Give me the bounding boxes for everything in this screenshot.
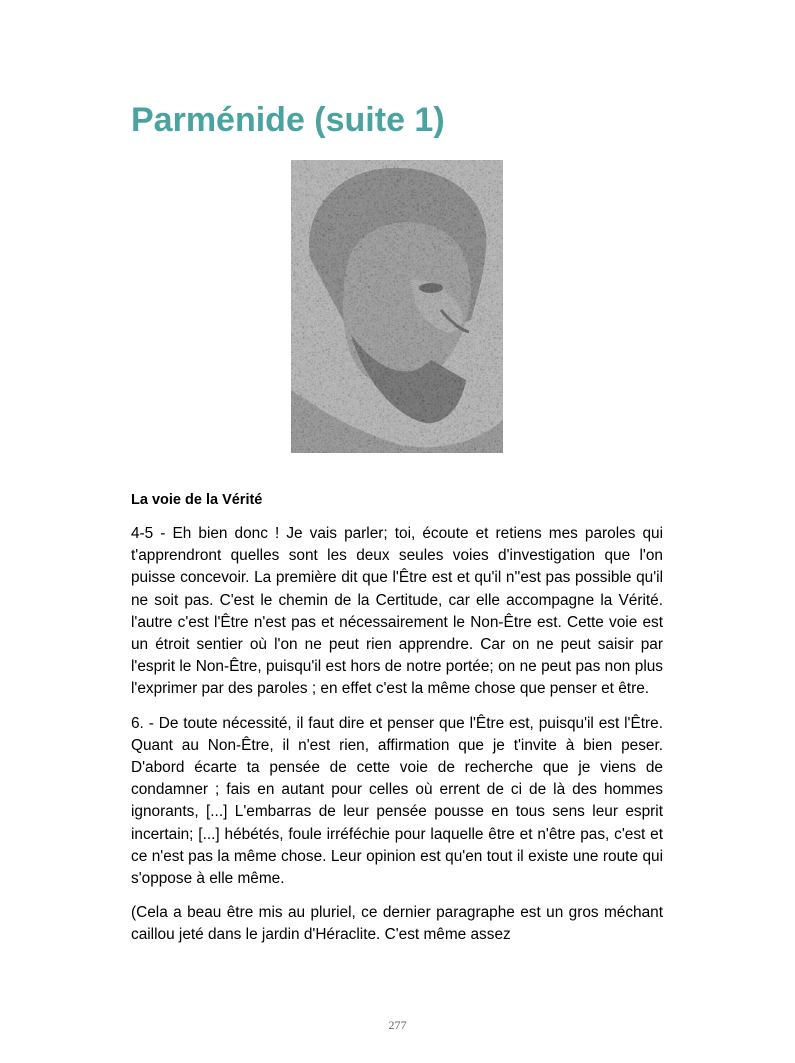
page-title: Parménide (suite 1) — [131, 101, 445, 139]
page-number: 277 — [388, 1018, 407, 1032]
body-text — [131, 523, 663, 959]
paragraph: (Cela a beau être mis au pluriel, ce dernier paragraphe est un gros méchant caillou jeté dans le jardin d'Héraclite. C'est même assez — [131, 904, 663, 944]
section-heading: La voie de la Vérité — [131, 492, 263, 508]
paragraph: 4-5 - Eh bien donc ! Je vais parler; toi, écoute et retiens mes paroles qui t'apprendront quelles sont les deux seules voies d'investigation que l'on puisse concevoir. La première dit que l'Être est et qu'il n''est pas possible qu'il ne soit pas. C'est le chemin de la Certitude, car elle accompagne la Vérité. l'autre c'est l'Être n'est pas et nécessairement le Non-Être est. Cette voie est un étroit sentier où l'on ne peut rien apprendre. Car on ne peut saisir par l'esprit le Non-Être, puisqu'il est hors de notre portée; on ne peut pas non plus l'exprimer par des paroles ; en effet c'est la même chose que penser et être. — [131, 525, 663, 698]
parmenides-bust-image — [291, 160, 503, 453]
paragraph: 6. - De toute nécessité, il faut dire et penser que l'Être est, puisqu'il est l'Être. Quant au Non-Être, il n'est rien, affirmation que je t'invite à bien peser. D'abord écarte ta pensée de cette voie de recherche que je viens de condamner ; fais en autant pour celles où errent de ci de là des hommes ignorants, [...] L'embarras de leur pensée pousse en tous sens leur esprit incertain; [...] hébétés, foule irréféchie pour laquelle être et n'être pas, c'est et ce n'est pas la même chose. Leur opinion est qu'en tout il existe une route qui s'oppose à elle même. — [131, 714, 663, 888]
